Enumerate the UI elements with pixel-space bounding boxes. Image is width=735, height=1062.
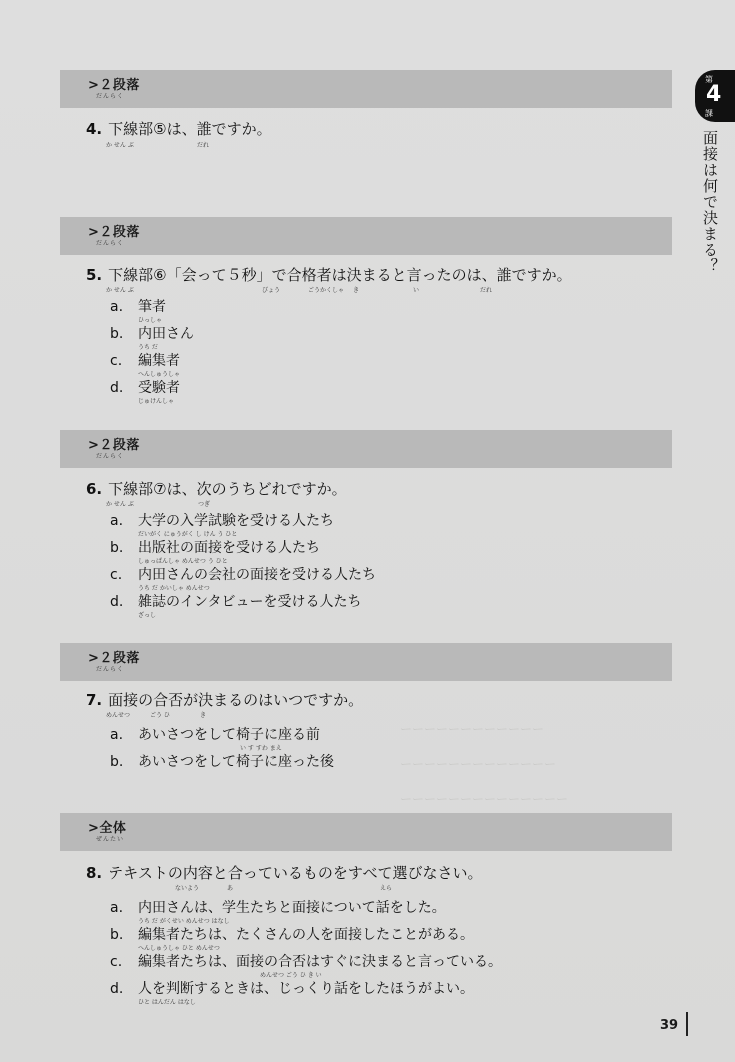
question-number: 4. (86, 120, 103, 138)
choice-8d (110, 978, 474, 998)
choice-text: 出版社の面接を受ける人たち (138, 540, 320, 556)
question-number: 6. (86, 480, 103, 498)
question-ruby: か せん ぶ (106, 142, 134, 149)
question-ruby: か せん ぶ (106, 287, 134, 294)
question-5 (86, 264, 572, 285)
question-number: 5. (86, 266, 103, 284)
choice-letter: b. (110, 754, 124, 770)
choice-8b (110, 924, 474, 944)
choice-6c (110, 564, 376, 584)
section-ruby: だんらく (96, 93, 125, 100)
choice-ruby: うち だ かいしゃ めんせつ (138, 585, 210, 592)
choice-ruby: だいがく にゅうがく し けん う ひと (138, 531, 238, 538)
choice-5b (110, 323, 194, 343)
choice-7a (110, 724, 320, 744)
choice-letter: a. (110, 513, 124, 529)
choice-letter: b. (110, 326, 124, 342)
choice-ruby: へんしゅうしゃ (138, 371, 181, 378)
question-6 (86, 478, 347, 499)
choice-text: 人を判断するときは、じっくり話をしたほうがよい。 (138, 981, 474, 997)
choice-ruby: い す すわ まえ (240, 745, 282, 752)
choice-5d (110, 377, 180, 397)
choice-text: 受験者 (138, 380, 180, 396)
choice-ruby: うち だ (138, 344, 158, 351)
section-label: >２段落 (88, 225, 140, 240)
question-number: 7. (86, 691, 103, 709)
question-ruby: だれ (480, 287, 493, 294)
choice-6b (110, 537, 320, 557)
choice-text: 大学の入学試験を受ける人たち (138, 513, 334, 529)
choice-ruby: じゅけんしゃ (138, 398, 175, 405)
choice-letter: d. (110, 380, 124, 396)
section-header (60, 813, 672, 851)
question-ruby: あ (227, 885, 234, 892)
question-ruby: き (200, 712, 207, 719)
section-label: >２段落 (88, 651, 140, 666)
question-8 (86, 862, 483, 883)
question-ruby: き (353, 287, 360, 294)
choice-text: あいさつをして椅子に座る前 (138, 727, 320, 743)
choice-ruby: ざっし (138, 612, 157, 619)
section-ruby: だんらく (96, 240, 125, 247)
choice-letter: a. (110, 299, 124, 315)
choice-text: 内田さん (138, 326, 194, 342)
question-ruby: い (413, 287, 420, 294)
choice-text: 編集者 (138, 353, 180, 369)
choice-ruby: しゅっぱんしゃ めんせつ う ひと (138, 558, 228, 565)
chapter-prefix: 第 (705, 75, 713, 84)
chapter-number: 4 (706, 82, 722, 107)
choice-letter: a. (110, 727, 124, 743)
show-through-text: ーーーーーーーーーーーーーー (400, 792, 569, 806)
choice-text: 編集者たちは、たくさんの人を面接したことがある。 (138, 927, 474, 943)
question-ruby: えら (380, 885, 393, 892)
choice-letter: c. (110, 353, 123, 369)
section-label: >２段落 (88, 438, 140, 453)
choice-ruby: めんせつ ごう ひ き い (260, 972, 322, 979)
chapter-title: 面接は何で決まる？ (701, 130, 719, 274)
choice-text: 内田さんは、学生たちと面接について話をした。 (138, 900, 446, 916)
choice-5a (110, 296, 166, 316)
choice-7b (110, 751, 334, 771)
section-ruby: だんらく (96, 666, 125, 673)
choice-text: あいさつをして椅子に座った後 (138, 754, 334, 770)
question-number: 8. (86, 864, 103, 882)
choice-letter: d. (110, 981, 124, 997)
question-4 (86, 118, 272, 139)
question-text: 下線部⑤は、誰ですか。 (108, 120, 272, 138)
section-ruby: ぜんたい (96, 836, 125, 843)
question-text: 下線部⑦は、次のうちどれですか。 (108, 480, 347, 498)
choice-text: 雑誌のインタビューを受ける人たち (138, 594, 362, 610)
section-label: >２段落 (88, 78, 140, 93)
question-ruby: めんせつ (106, 712, 131, 719)
choice-ruby: ひっしゃ (138, 317, 163, 324)
choice-8c (110, 951, 502, 971)
choice-letter: b. (110, 540, 124, 556)
section-header (60, 643, 672, 681)
choice-ruby: へんしゅうしゃ ひと めんせつ (138, 945, 220, 952)
question-ruby: ごうかくしゃ (308, 287, 345, 294)
question-ruby: びょう (262, 287, 281, 294)
choice-letter: a. (110, 900, 124, 916)
choice-8a (110, 897, 446, 917)
question-ruby: だれ (197, 142, 210, 149)
chapter-tab (695, 70, 735, 122)
choice-text: 筆者 (138, 299, 166, 315)
question-ruby: ないよう (175, 885, 200, 892)
choice-6d (110, 591, 361, 611)
choice-letter: c. (110, 954, 123, 970)
section-header (60, 70, 672, 108)
choice-5c (110, 350, 180, 370)
question-ruby: つぎ (198, 501, 211, 508)
chapter-suffix: 課 (705, 109, 713, 118)
question-text: 面接の合否が決まるのはいつですか。 (108, 691, 364, 709)
section-label: >全体 (88, 821, 127, 836)
page-number: 39 (660, 1018, 679, 1033)
choice-6a (110, 510, 334, 530)
choice-ruby: うち だ がくせい めんせつ はなし (138, 918, 230, 925)
question-7 (86, 689, 363, 710)
section-ruby: だんらく (96, 453, 125, 460)
section-header (60, 217, 672, 255)
question-text: テキストの内容と合っているものをすべて選びなさい。 (108, 864, 483, 882)
question-text: 下線部⑥「会って５秒」で合格者は決まると言ったのは、誰ですか。 (108, 266, 572, 284)
choice-text: 内田さんの会社の面接を受ける人たち (138, 567, 376, 583)
choice-letter: b. (110, 927, 124, 943)
page-number-rule (686, 1012, 688, 1036)
question-ruby: ごう ひ (150, 712, 170, 719)
question-ruby: か せん ぶ (106, 501, 134, 508)
choice-text: 編集者たちは、面接の合否はすぐに決まると言っている。 (138, 954, 502, 970)
choice-letter: d. (110, 594, 124, 610)
choice-letter: c. (110, 567, 123, 583)
section-header (60, 430, 672, 468)
show-through-text: ーーーーーーーーーーーー (400, 722, 545, 736)
choice-ruby: ひと はんだん はなし (138, 999, 196, 1006)
show-through-text: ーーーーーーーーーーーーー (400, 757, 557, 771)
